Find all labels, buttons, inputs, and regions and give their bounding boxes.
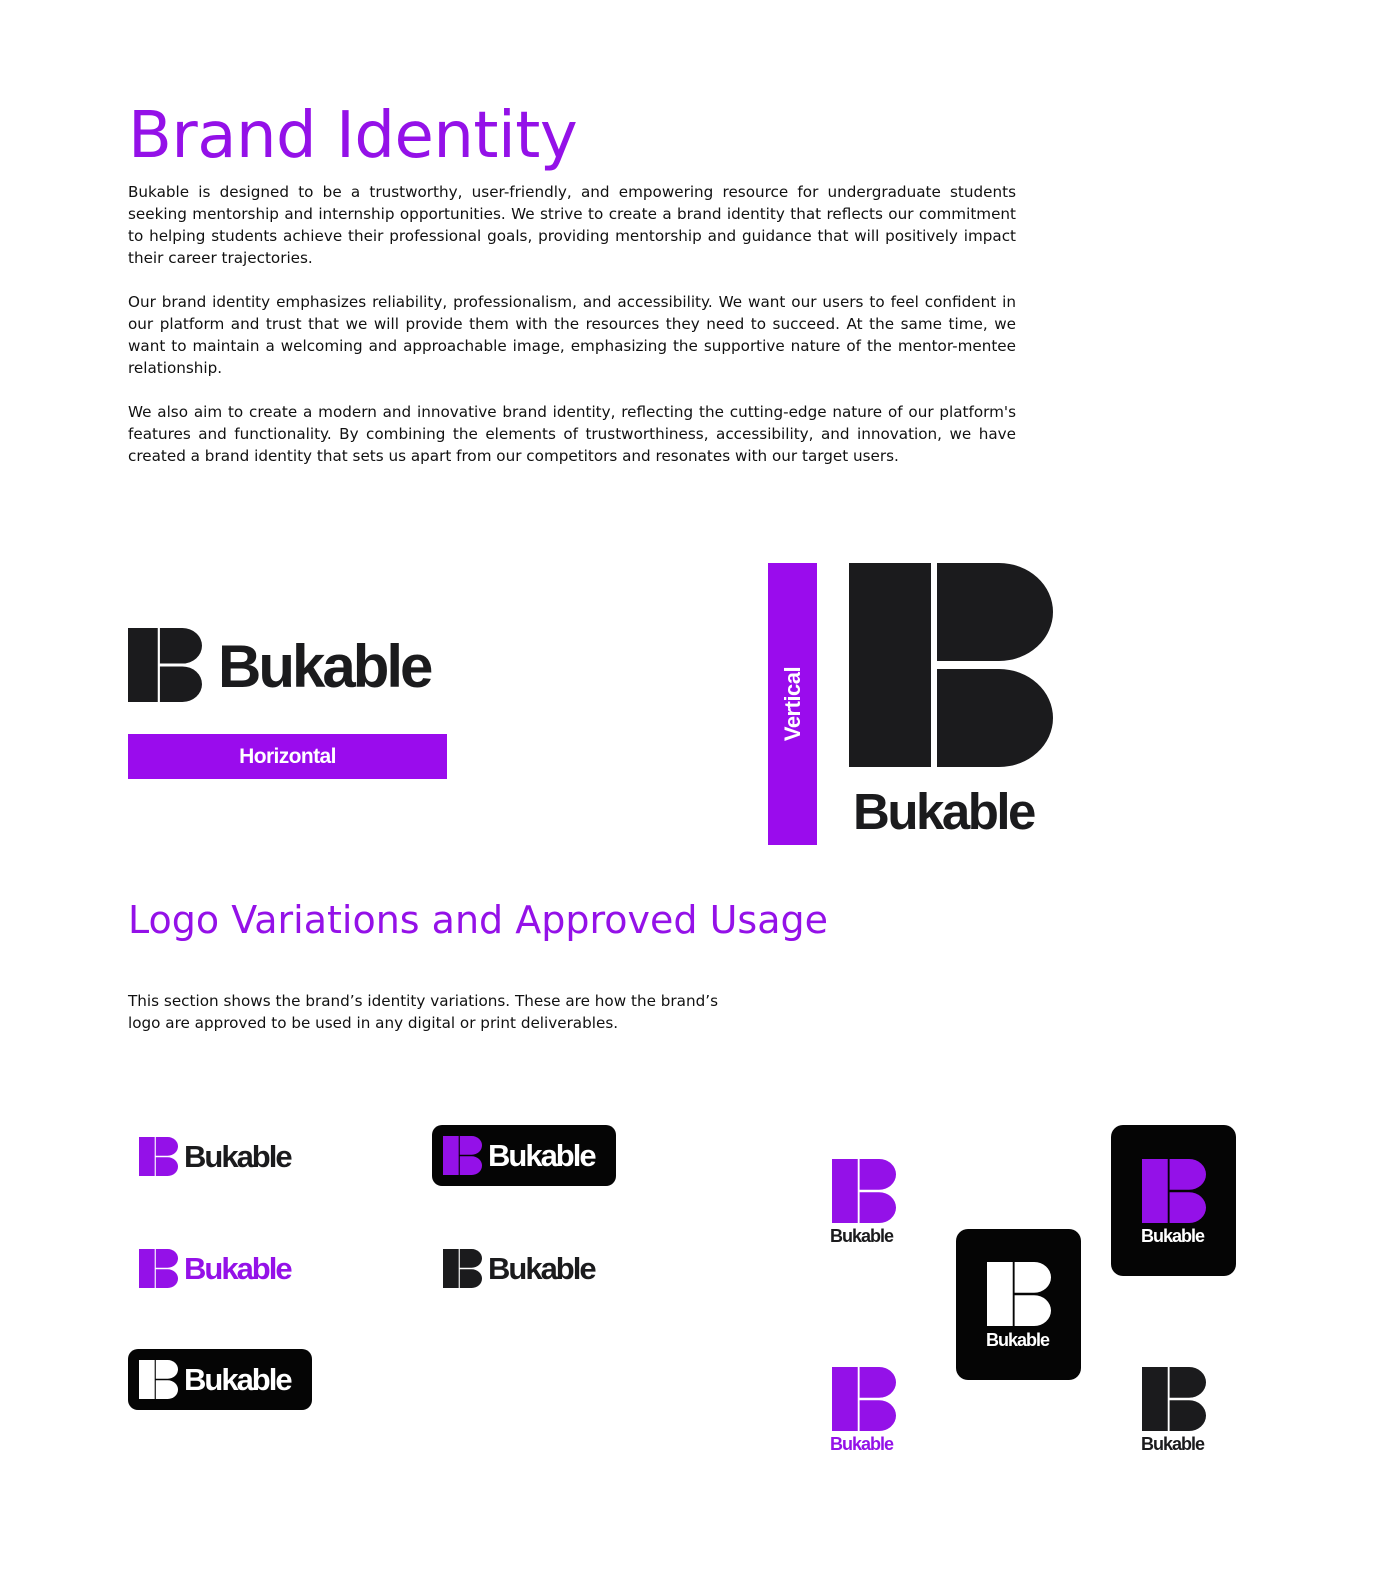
logo-variation-black-box bbox=[1111, 1125, 1236, 1276]
usage-description: This section shows the brand’s identity variations. These are how the brand’s logo are approved to be used in any digital or print deliverables. bbox=[128, 992, 718, 1032]
wordmark-purple-mark-dark-text: Bukable bbox=[184, 1139, 291, 1174]
page-title: Brand Identity bbox=[128, 99, 578, 173]
logo-variation-black-box bbox=[956, 1229, 1081, 1380]
usage-heading: Logo Variations and Approved Usage bbox=[128, 898, 828, 942]
logomark-icon bbox=[139, 1249, 178, 1288]
logomark-icon bbox=[139, 1137, 178, 1176]
logomark-icon bbox=[139, 1360, 178, 1399]
wordmark-white: Bukable bbox=[986, 1330, 1050, 1350]
vertical-wordmark: Bukable bbox=[853, 783, 1034, 840]
wordmark-all-dark: Bukable bbox=[488, 1251, 595, 1286]
wordmark-white: Bukable bbox=[1141, 1226, 1205, 1246]
wordmark-white: Bukable bbox=[184, 1362, 291, 1397]
wordmark-white: Bukable bbox=[488, 1138, 595, 1173]
logomark-icon bbox=[987, 1262, 1051, 1326]
vertical-logomark-icon bbox=[849, 563, 1053, 767]
wordmark-dark: Bukable bbox=[1141, 1434, 1205, 1454]
logomark-icon bbox=[1142, 1367, 1206, 1431]
logomark-icon bbox=[1142, 1159, 1206, 1223]
intro-paragraph: Bukable is designed to be a trustworthy, user-friendly, and empowering resource for undergraduate students seeking mentorship and internship opportunities. We strive to create a brand identity that reflects our commitment to helping students achieve their professional goals, providing mentorship and guidance that will positively impact their career trajectories. bbox=[128, 183, 1016, 267]
logomark-icon bbox=[443, 1136, 482, 1175]
intro-paragraph: We also aim to create a modern and innovative brand identity, reflecting the cutting-edge nature of our platform's features and functionality. By combining the elements of trustworthiness, accessibility, and innovation, we have created a brand identity that sets us apart from our competitors and resonates with our target users. bbox=[128, 403, 1016, 465]
wordmark-purple: Bukable bbox=[830, 1434, 894, 1454]
wordmark-all-purple: Bukable bbox=[184, 1251, 291, 1286]
intro-text bbox=[128, 181, 1016, 489]
horizontal-label: Horizontal bbox=[128, 734, 447, 779]
horizontal-wordmark: Bukable bbox=[218, 633, 431, 700]
vertical-label-bar bbox=[768, 563, 817, 845]
vertical-label: Vertical bbox=[779, 666, 805, 742]
horizontal-logomark-icon bbox=[128, 628, 202, 702]
logomark-icon bbox=[832, 1159, 896, 1223]
logomark-icon bbox=[443, 1249, 482, 1288]
logo-variation-black-box bbox=[128, 1349, 312, 1410]
logomark-icon bbox=[832, 1367, 896, 1431]
intro-paragraph: Our brand identity emphasizes reliability, professionalism, and accessibility. We want our users to feel confident in our platform and trust that we will provide them with the resources they need to succeed. At the same time, we want to maintain a welcoming and approachable image, emphasizing the supportive nature of the mentor-mentee relationship. bbox=[128, 293, 1016, 377]
logo-variation-black-box bbox=[432, 1125, 616, 1186]
wordmark-dark: Bukable bbox=[830, 1226, 894, 1246]
